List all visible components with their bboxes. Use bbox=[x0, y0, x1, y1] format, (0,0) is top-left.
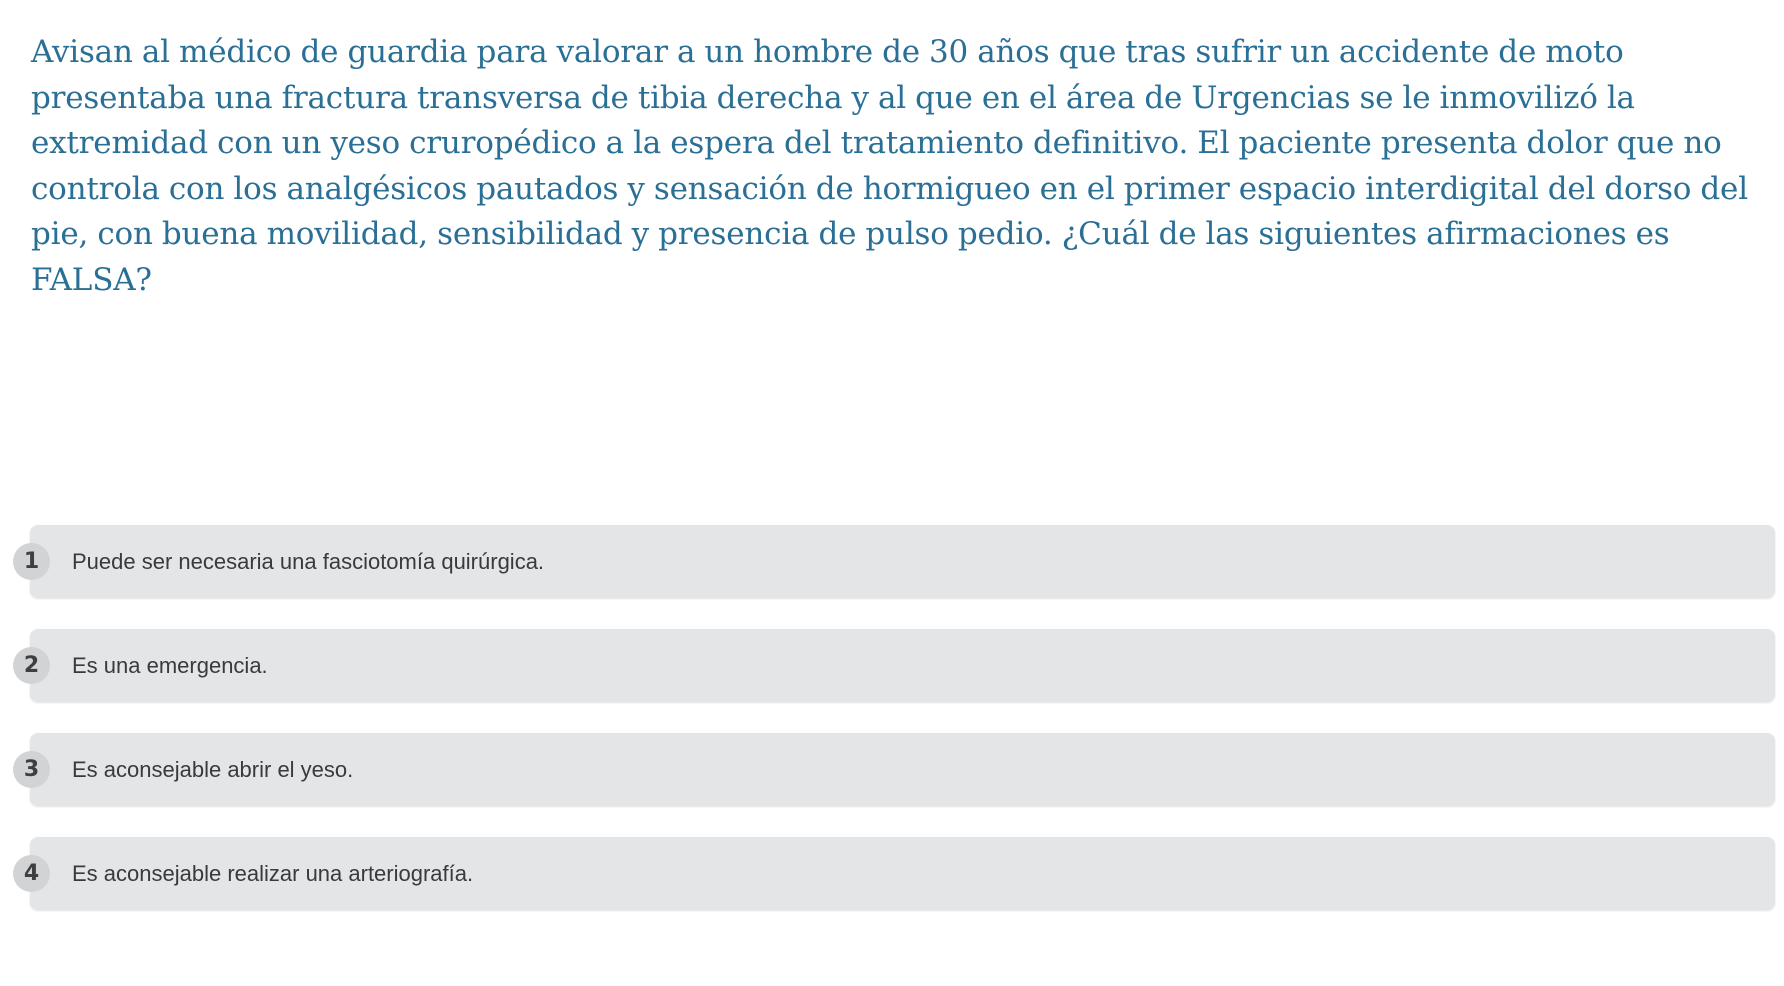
option-number-badge: 4 bbox=[13, 855, 50, 892]
option-number-badge: 1 bbox=[13, 543, 50, 580]
option-label: Es aconsejable abrir el yeso. bbox=[72, 757, 354, 782]
option-label: Puede ser necesaria una fasciotomía quirúrgica. bbox=[72, 549, 545, 574]
answer-option-2[interactable] bbox=[23, 629, 1775, 702]
option-number-badge: 3 bbox=[13, 751, 50, 788]
question-stem: Avisan al médico de guardia para valorar a un hombre de 30 años que tras sufrir un accidente de moto presentaba una fractura transversa de tibia derecha y al que en el área de Urgencias se le inmovilizó la extremidad con un yeso cruropédico a la espera del tratamiento definitivo. El paciente presenta dolor que no controla con los analgésicos pautados y sensación de hormigueo en el primer espacio interdigital del dorso del pie, con buena movilidad, sensibilidad y presencia de pulso pedio. ¿Cuál de las siguientes afirmaciones es FALSA? bbox=[31, 34, 1748, 298]
answer-option-4[interactable] bbox=[23, 837, 1775, 910]
option-number-badge: 2 bbox=[13, 647, 50, 684]
answer-option-1[interactable] bbox=[23, 525, 1775, 598]
option-label: Es una emergencia. bbox=[72, 653, 268, 678]
answer-option-3[interactable] bbox=[23, 733, 1775, 806]
option-label: Es aconsejable realizar una arteriografía. bbox=[72, 861, 474, 886]
